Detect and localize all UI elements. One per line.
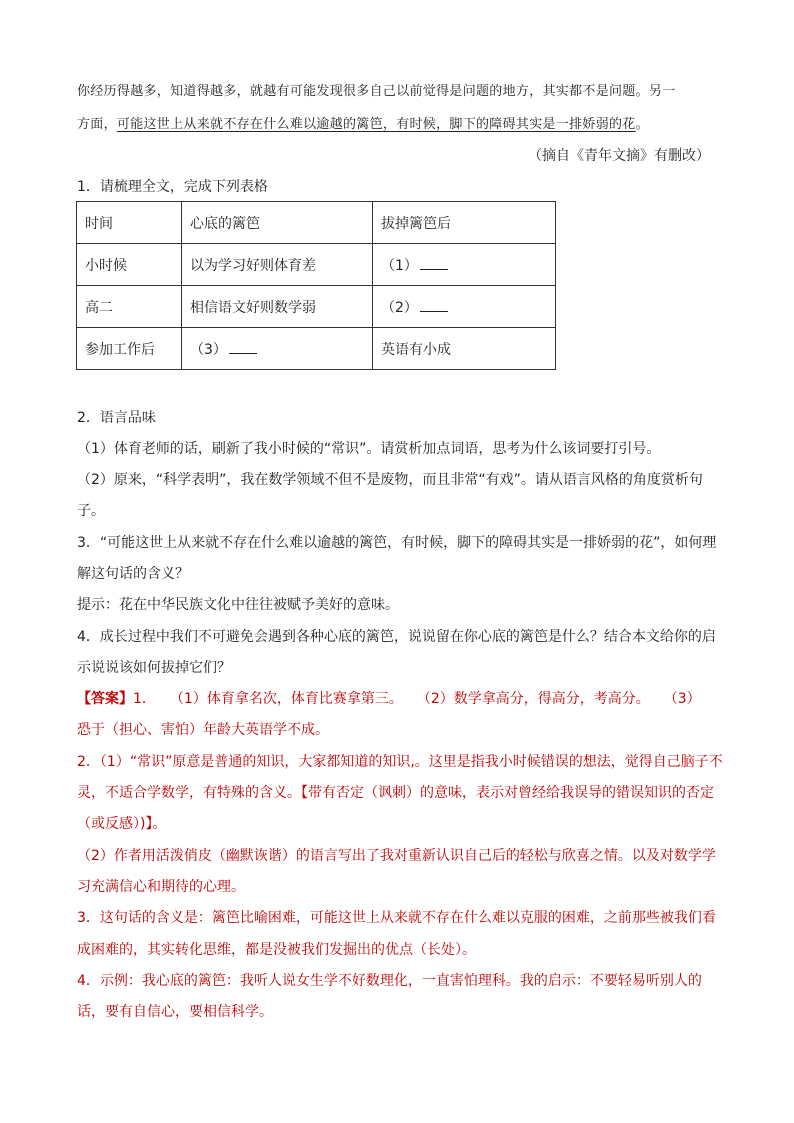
- table-cell: 英语有小成: [373, 328, 556, 370]
- answer-blank: [420, 255, 448, 270]
- summary-table: [76, 201, 556, 370]
- blank-label: （2）: [381, 299, 418, 316]
- answer-3-line-1: 3．这句话的含义是：篱笆比喻困难，可能这世上从来就不存在什么难以克服的困难，之前那些被我们看: [77, 910, 716, 926]
- answer-tag: 【答案】: [77, 691, 133, 707]
- table-cell: 以为学习好则体育差: [182, 244, 373, 286]
- table-header-cell: 拔掉篱笆后: [373, 202, 556, 244]
- question-4-line-2: 示说说该如何拔掉它们？: [77, 660, 231, 676]
- blank-label: （3）: [190, 341, 227, 358]
- question-2-title: 2．语言品味: [77, 410, 156, 426]
- answer-3-line-2: 成困难的，其实转化思维，都是没被我们发掘出的优点（长处）。: [77, 942, 476, 958]
- passage-line-2-start: 方面，: [77, 117, 117, 132]
- question-3-hint: 提示：花在中华民族文化中往往被赋予美好的意味。: [77, 597, 399, 613]
- passage-line-1: 你经历得越多，知道得越多，就越有可能发现很多自己以前觉得是问题的地方，其实都不是问题。另一: [77, 84, 676, 99]
- question-2-2-line-1: （2）原来，“科学表明”，我在数学领域不但不是废物，而且非常“有戏”。请从语言风格的角度赏析句: [77, 472, 703, 488]
- question-3-line-2: 解这句话的含义？: [77, 566, 189, 582]
- answer-2b-line-2: 习充满信心和期待的心理。: [77, 879, 245, 895]
- passage-line-2-end: 。: [635, 117, 649, 132]
- answer-2-line-3: （或反感）)】。: [77, 816, 167, 832]
- answer-blank: [229, 339, 257, 354]
- answer-4-line-2: 话，要有自信心，要相信科学。: [77, 1004, 273, 1020]
- question-2-1: （1）体育老师的话，刷新了我小时候的“常识”。请赏析加点词语，思考为什么该词要打引号。: [77, 441, 661, 457]
- answer-1-text: 1． （1）体育拿名次，体育比赛拿第三。 （2）数学拿高分，得高分，考高分。 （3）: [133, 691, 701, 707]
- question-3-line-1: 3．“可能这世上从来就不存在什么难以逾越的篱笆，有时候，脚下的障碍其实是一排娇弱的花”，如何理: [77, 535, 717, 551]
- table-cell: 相信语文好则数学弱: [182, 286, 373, 328]
- blank-label: （1）: [381, 257, 418, 274]
- question-4-line-1: 4．成长过程中我们不可避免会遇到各种心底的篱笆，说说留在你心底的篱笆是什么？结合本文给你的启: [77, 629, 716, 645]
- answer-blank: [420, 297, 448, 312]
- table-header-row: [77, 202, 556, 244]
- table-header-cell: 心底的篱笆: [182, 202, 373, 244]
- answer-4-line-1: 4．示例：我心底的篱笆：我听人说女生学不好数理化，一直害怕理科。我的启示：不要轻易听别人的: [77, 973, 702, 989]
- answer-2-line-1: 2．（1）“常识”原意是普通的知识，大家都知道的知识,。这里是指我小时候错误的想法，觉得自己脑子不: [77, 754, 723, 770]
- table-row: [77, 286, 556, 328]
- answer-1-line-1: [77, 689, 701, 709]
- question-1-title: 1．请梳理全文，完成下列表格: [77, 179, 268, 195]
- table-row: [77, 244, 556, 286]
- table-cell: 参加工作后: [77, 328, 182, 370]
- source-citation: （摘自《青年文摘》有删改）: [528, 148, 710, 164]
- table-row: [77, 328, 556, 370]
- answer-2-line-2: 灵，不适合学数学，有特殊的含义。【带有否定（讽刺）的意味，表示对曾经给我误导的错误知识的否定: [77, 785, 714, 801]
- table-cell-blank: [182, 328, 373, 370]
- table-cell: 高二: [77, 286, 182, 328]
- table-cell-blank: [373, 244, 556, 286]
- table-header-cell: 时间: [77, 202, 182, 244]
- answer-2b-line-1: （2）作者用活泼俏皮（幽默诙谐）的语言写出了我对重新认识自己后的轻松与欣喜之情。以及对数学学: [77, 848, 716, 864]
- table-cell: 小时候: [77, 244, 182, 286]
- underlined-sentence: 可能这世上从来就不存在什么难以逾越的篱笆，有时候，脚下的障碍其实是一排娇弱的花: [116, 117, 636, 132]
- table-cell-blank: [373, 286, 556, 328]
- answer-1-line-2: 恐于（担心、害怕）年龄大英语学不成。: [77, 722, 329, 738]
- passage-line-2: [77, 115, 649, 135]
- question-2-2-line-2: 子。: [77, 503, 105, 519]
